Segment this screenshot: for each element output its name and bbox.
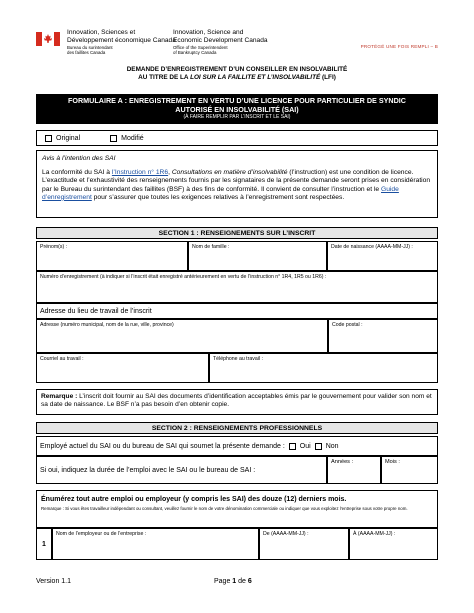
org-fr-line1: Innovation, Sciences et <box>67 29 136 36</box>
registration-number-field[interactable] <box>36 271 438 303</box>
title-line2-prefix: AU TITRE DE LA <box>138 74 191 82</box>
remark-text: L’inscrit doit fournir au SAI des documents d’identification acceptables émis par le gouvernement pour valider son nom et sa date de naissance. Le BSF n’a pas besoin d’en obtenir copie. <box>41 393 432 408</box>
notice-text-b: , <box>168 169 172 177</box>
office-en-line1: Office of the Superintendent <box>173 45 228 51</box>
employment-duration-question: Si oui, indiquez la durée de l’emploi avec le SAI ou le bureau de SAI : <box>40 466 256 474</box>
version-checkbox-row <box>36 130 438 146</box>
org-fr-line2: Développement économique Canada <box>67 36 176 44</box>
birth-date-field[interactable] <box>327 241 438 271</box>
birth-date-label: Date de naissance (AAAA-MM-JJ) : <box>331 244 413 250</box>
instruction-link[interactable]: l’Instruction n° 1R6 <box>111 169 169 177</box>
employer-name-field[interactable] <box>52 528 259 560</box>
address-label: Adresse (numéro municipal, nom de la rue, ville, province) <box>40 322 174 328</box>
org-en-line1: Innovation, Science and <box>173 29 244 36</box>
notice-paragraph <box>42 169 432 202</box>
page-indicator <box>214 578 252 585</box>
protected-label: PROTÉGÉ UNE FOIS REMPLI – B <box>360 44 438 49</box>
oui-label: Oui <box>299 442 311 450</box>
sai-notice <box>36 150 438 218</box>
org-en-line2: Economic Development Canada <box>173 36 268 44</box>
page-total: 6 <box>247 578 252 585</box>
registration-number-label: Numéro d’enregistrement (à indiquer si l’inscrit était enregistré antérieurement en vertu de l’instruction n° 1R4, 1R5 ou 1R6) : <box>40 274 327 280</box>
oui-option[interactable] <box>289 443 311 450</box>
to-date-label: À (AAAA-MM-JJ) : <box>353 531 396 537</box>
notice-italic: Consultations en matière d’insolvabilité <box>171 169 288 177</box>
current-employee-question: Employé actuel du SAI ou du bureau de SAI qui soumet la présente demande : <box>40 442 285 450</box>
original-label: Original <box>56 134 81 142</box>
months-field[interactable] <box>381 456 438 484</box>
title-line2 <box>36 74 438 82</box>
section1-remark <box>36 389 438 415</box>
banner-line2: AUTORISÉ EN INSOLVABILITÉ (SAI) <box>175 104 299 114</box>
other-employment-note: Remarque : Si vous êtes travailleur indépendant ou consultant, veuillez fournir le nom de votre dénomination commerciale ou indiquer que vous exploitez l’entreprise sous votre propre nom. <box>41 506 408 511</box>
non-label: Non <box>325 442 339 450</box>
section1-heading: SECTION 1 : RENSEIGNEMENTS SUR L’INSCRIT <box>36 227 438 239</box>
modified-option[interactable] <box>110 135 144 142</box>
work-phone-label: Téléphone au travail : <box>213 356 263 362</box>
banner-line1: FORMULAIRE A : ENREGISTREMENT EN VERTU D’UNE LICENCE POUR PARTICULIER DE SYNDIC <box>68 96 406 105</box>
form-banner <box>36 94 438 124</box>
office-fr-line1: Bureau du surintendant <box>67 45 113 51</box>
office-fr <box>67 45 176 55</box>
other-employment-title: Énumérez tout autre emploi ou employeur (y compris les SAI) des douze (12) derniers mois. <box>41 496 347 503</box>
registration-guide-link[interactable]: Guide d’enregistrement <box>42 185 399 201</box>
current-employee-row <box>36 436 438 456</box>
employment-row-number: 1 <box>36 528 52 560</box>
months-label: Mois : <box>385 459 400 465</box>
from-date-field[interactable] <box>259 528 349 560</box>
workplace-address-heading: Adresse du lieu de travail de l’inscrit <box>36 303 438 319</box>
original-option[interactable] <box>45 135 80 142</box>
title-act-name: LOI SUR LA FAILLITE ET L’INSOLVABILITÉ <box>190 74 321 82</box>
page-number: 1 <box>232 578 237 585</box>
notice-text-c: (l’instruction) est une condition de licence. L’exactitude et l’exhaustivité des renseignements fournis par les signataires de la présente demande seront prises en considération par le Bureau du surintendant des faillites (BSF) à des fins de conformité. Il convient de consulter l’instruction et le <box>42 169 431 193</box>
page-prefix: Page <box>214 578 233 585</box>
title-line2-suffix: (LFI) <box>320 74 336 82</box>
notice-text-a: La conformité du SAI à <box>42 169 112 177</box>
version-label: Version 1.1 <box>36 578 72 585</box>
section2-heading: SECTION 2 : RENSEIGNEMENTS PROFESSIONNELS <box>36 422 438 434</box>
years-field[interactable] <box>327 456 381 484</box>
non-checkbox[interactable] <box>315 443 322 450</box>
notice-text-d: pour s’assurer que toutes les exigences relatives à l’enregistrement sont respectées. <box>91 193 345 201</box>
postal-code-label: Code postal : <box>332 322 363 328</box>
office-fr-line2: des faillites Canada <box>67 50 106 56</box>
notice-heading: Avis à l’intention des SAI <box>42 155 116 162</box>
remark-label: Remarque : <box>41 393 78 400</box>
other-employment-heading <box>36 490 438 528</box>
years-label: Années : <box>331 459 354 465</box>
last-name-field[interactable] <box>188 241 327 271</box>
banner-line3: (À FAIRE REMPLIR PAR L’INSCRIT ET LE SAI) <box>183 114 291 121</box>
work-phone-field[interactable] <box>209 353 438 383</box>
employment-duration-row <box>36 456 327 484</box>
to-date-field[interactable] <box>349 528 438 560</box>
original-checkbox[interactable] <box>45 135 52 142</box>
last-name-label: Nom de famille : <box>192 244 230 250</box>
page-of: de <box>236 578 248 585</box>
non-option[interactable] <box>315 443 339 450</box>
work-email-field[interactable] <box>36 353 209 383</box>
oui-checkbox[interactable] <box>289 443 296 450</box>
modified-label: Modifié <box>121 134 144 142</box>
canada-flag-icon <box>36 32 60 46</box>
employer-name-label: Nom de l’employeur ou de l’entreprise : <box>56 531 147 537</box>
from-date-label: De (AAAA-MM-JJ) : <box>263 531 309 537</box>
org-name-en <box>173 29 268 56</box>
office-en <box>173 45 268 55</box>
org-name-fr <box>67 29 176 56</box>
postal-code-field[interactable] <box>328 319 438 353</box>
title-line1: DEMANDE D’ENREGISTREMENT D’UN CONSEILLER EN INSOLVABILITÉ <box>126 66 348 73</box>
first-name-label: Prénom(s) : <box>40 244 68 250</box>
document-title <box>36 66 438 83</box>
office-en-line2: of Bankruptcy Canada <box>173 50 217 56</box>
address-field[interactable] <box>36 319 328 353</box>
first-name-field[interactable] <box>36 241 188 271</box>
modified-checkbox[interactable] <box>110 135 117 142</box>
work-email-label: Courriel au travail : <box>40 356 84 362</box>
